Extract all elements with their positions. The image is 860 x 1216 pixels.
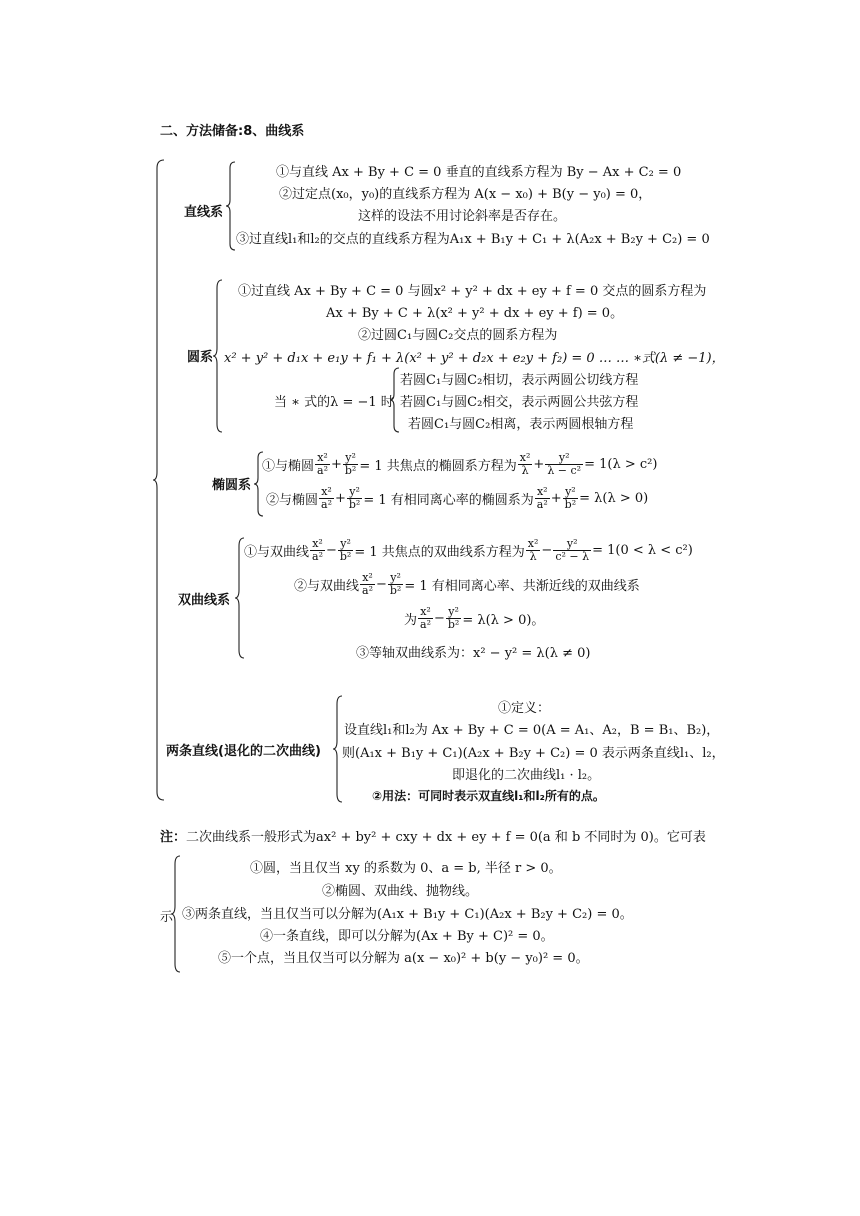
frac-x2-a2: $\frac{\text{x²}}{\text{a²}}$: [536, 485, 548, 511]
twolines-item-1c: 则(A₁x + B₁y + C₁)(A₂x + B₂y + C₂) = 0 表示两条直线l₁、l₂，: [342, 746, 725, 761]
frac-y2-b2: $\frac{\text{y²}}{\text{b²}}$: [564, 485, 577, 511]
note-label: 示: [160, 910, 174, 925]
note-text: 二次曲线系一般形式为ax² + by² + cxy + dx + ey + f = 0(a 和 b 不同时为 0)。它可表: [186, 830, 706, 845]
circle-cases-brace: [390, 368, 400, 432]
frac-x2-a2: $\frac{\text{x²}}{\text{a²}}$: [312, 537, 323, 563]
hyperbola-item-2b: 为 $\frac{\text{x²}}{\text{a²}}$ − $\frac{\text{y²}}{\text{b²}}$ = λ(λ > 0)。: [404, 605, 545, 631]
frac-y2-b2: $\frac{\text{y²}}{\text{b²}}$: [344, 451, 357, 477]
circle-family-item-1: ①过直线 Ax + By + C = 0 与圆x² + y² + dx + ey + f = 0 交点的圆系方程为: [238, 284, 707, 299]
frac-x2-lam: $\frac{\text{x²}}{\lambda}$: [527, 537, 539, 563]
note-item-4: ④一条直线，即可以分解为(Ax + By + C)² = 0。: [260, 929, 554, 944]
frac-y2-b2: $\frac{\text{y²}}{\text{b²}}$: [348, 485, 361, 511]
circle-family-item-2: ②过圆C₁与圆C₂交点的圆系方程为: [358, 328, 558, 343]
frac-x2-a2: $\frac{\text{x²}}{\text{a²}}$: [420, 605, 431, 631]
note-item-1: ①圆，当且仅当 xy 的系数为 0、a = b, 半径 r > 0。: [250, 861, 562, 876]
note-brace: [171, 856, 181, 972]
circle-family-brace: [213, 280, 223, 432]
ellipse-i1-prefix: ①与椭圆: [262, 459, 315, 474]
line-family-brace: [226, 162, 236, 250]
circle-when-label: 当 ∗ 式的λ = −1 时: [274, 395, 394, 410]
twolines-label: 两条直线(退化的二次曲线): [166, 744, 321, 759]
note-line: [160, 826, 706, 845]
note-item-3: ③两条直线，当且仅当可以分解为(A₁x + B₁y + C₁)(A₂x + B₂y + C₂) = 0。: [182, 907, 633, 922]
frac-y2-b2: $\frac{\text{y²}}{\text{b²}}$: [447, 605, 460, 631]
section-heading: 二、方法储备:8、曲线系: [160, 124, 305, 139]
twolines-item-2: ②用法：可同时表示双直线l₁和l₂所有的点。: [372, 789, 605, 803]
frac-x2-a2: $\frac{\text{x²}}{\text{a²}}$: [317, 451, 328, 477]
hyperbola-item-3: ③等轴双曲线系为：x² − y² = λ(λ ≠ 0): [356, 646, 591, 661]
note-item-5: ⑤一个点，当且仅当可以分解为 a(x − x₀)² + b(y − y₀)² = 0。: [218, 951, 589, 966]
line-family-label: 直线系: [184, 205, 224, 220]
twolines-item-1: ①定义：: [498, 701, 551, 716]
circle-case-tangent: 若圆C₁与圆C₂相切，表示两圆公切线方程: [400, 373, 639, 388]
line-family-item-1: ①与直线 Ax + By + C = 0 垂直的直线系方程为 By − Ax + C₂ = 0: [276, 165, 682, 180]
frac-x2-lam: $\frac{\text{x²}}{\lambda}$: [519, 451, 531, 477]
hyperbola-item-1: ①与双曲线 $\frac{\text{x²}}{\text{a²}}$ − $\frac{\text{y²}}{\text{b²}}$ = 1 共焦点的双曲线系方程为 $\frac{\text{x²}}{\lambda}$ − $\frac{\text{y²}}{\text{c² − λ}}$ = 1(0 < λ < c²): [244, 537, 693, 563]
twolines-item-1b: 设直线l₁和l₂为 Ax + By + C = 0(A = A₁、A₂，B = B₁、B₂)，: [344, 723, 720, 738]
frac-y2-b2: $\frac{\text{y²}}{\text{b²}}$: [339, 537, 352, 563]
ellipse-family-label: 椭圆系: [212, 478, 252, 493]
circle-case-intersect: 若圆C₁与圆C₂相交，表示两圆公共弦方程: [400, 395, 639, 410]
hyperbola-item-2: ②与双曲线 $\frac{\text{x²}}{\text{a²}}$ − $\frac{\text{y²}}{\text{b²}}$ = 1 有相同离心率、共渐近线的双曲线系: [294, 571, 640, 597]
line-family-item-2b: 这样的设法不用讨论斜率是否存在。: [358, 209, 567, 224]
line-family-item-2: ②过定点(x₀，y₀)的直线系方程为 A(x − x₀) + B(y − y₀) = 0，: [279, 187, 652, 202]
line-family-item-3: ③过直线l₁和l₂的交点的直线系方程为A₁x + B₁y + C₁ + λ(A₂x + B₂y + C₂) = 0: [236, 232, 710, 247]
ellipse-item-1: ①与椭圆 $\frac{\text{x²}}{\text{a²}}$ + $\frac{\text{y²}}{\text{b²}}$ = 1 共焦点的椭圆系方程为 $\frac{\text{x²}}{\lambda}$ + $\frac{\text{y²}}{\text{λ − c²}}$ = 1(λ > c²): [262, 451, 658, 477]
ellipse-item-2: ②与椭圆 $\frac{\text{x²}}{\text{a²}}$ + $\frac{\text{y²}}{\text{b²}}$ = 1 有相同离心率的椭圆系为 $\frac{\text{x²}}{\text{a²}}$ + $\frac{\text{y²}}{\text{b²}}$ = λ(λ > 0): [266, 485, 649, 511]
twolines-item-1d: 即退化的二次曲线l₁ · l₂。: [452, 768, 601, 783]
frac-y2-lamc: $\frac{\text{y²}}{\text{λ − c²}}$: [547, 451, 582, 477]
frac-x2-a2: $\frac{\text{x²}}{\text{a²}}$: [362, 571, 373, 597]
circle-family-label: 圆系: [187, 350, 214, 365]
frac-y2-clam: $\frac{\text{y²}}{\text{c² − λ}}$: [555, 537, 590, 563]
circle-case-separate: 若圆C₁与圆C₂相离，表示两圆根轴方程: [408, 417, 634, 432]
circle-family-item-2b: x² + y² + d₁x + e₁y + f₁ + λ(x² + y² + d₂x + e₂y + f₂) = 0 … … ∗式(λ ≠ −1)，: [224, 351, 725, 366]
note-prefix: 注：: [160, 830, 187, 845]
frac-x2-a2: $\frac{\text{x²}}{\text{a²}}$: [321, 485, 332, 511]
circle-family-item-1b: Ax + By + C + λ(x² + y² + dx + ey + f) = 0。: [326, 306, 624, 321]
hyperbola-family-label: 双曲线系: [178, 593, 231, 608]
note-item-2: ②椭圆、双曲线、抛物线。: [322, 884, 479, 899]
outer-brace: [153, 160, 165, 800]
frac-y2-b2: $\frac{\text{y²}}{\text{b²}}$: [389, 571, 402, 597]
